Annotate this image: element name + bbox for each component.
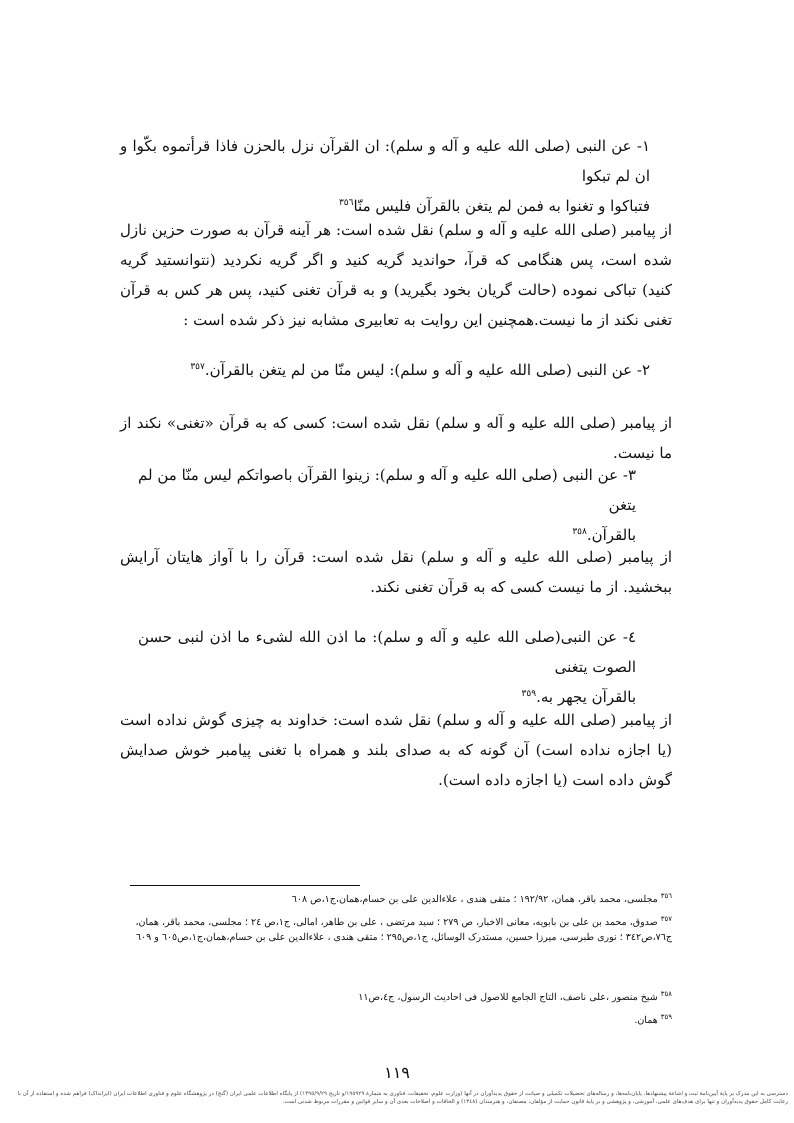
hadith-4 — [138, 622, 636, 712]
footnote-text: صدوق، محمد بن علی بن بابویه، معانی الاخبار، ص ٢٧٩ ؛ سید مرتضی ، علی بن طاهر، امالی، ج١،ص ٢٤ ؛ مجلسی، محمد باقر، همان، ج٧٦،ص٣٤٢ ؛ نوری طبرسی، میرزا حسین، مستدرک الوسائل، ج١،ص٢٩٥ ؛ متقی هندی ، علاءالدین علی بن حسام،همان،ج١،ص٦٠٥ و ٦٠٩ — [135, 917, 672, 944]
footnote-number: ٣٥٦ — [660, 892, 672, 900]
footnote-text: شیخ منصور ،علی ناصف، التاج الجامع للاصول فی احادیث الرسول، ج٤،ص١١ — [358, 992, 658, 1004]
page-number: ١١٩ — [384, 1063, 410, 1082]
hadith-3 — [138, 460, 636, 550]
footnote-356 — [112, 889, 672, 907]
footnote-text: همان. — [634, 1015, 658, 1027]
access-disclaimer: دسترسی به این مدرک بر پایهٔ آیین‌نامهٔ ثبت و اشاعهٔ پیشنهادها، پایان‌نامه‌ها، و رساله‌های تحصیلات تکمیلی و صیانت از حقوق پدیدآوران در آنها (وزارت علوم، تحقیقات، فناوری به شمارهٔ ١٩٥٩٢٩/و تاریخ ١٣٩٥/٩/٢٩) از پایگاه اطلاعات علمی ایران (گنج) در پژوهشگاه علوم و فناوری اطلاعات ایران (ایرانداک) فراهم شده و استفاده از آن با رعایت کامل حقوق پدیدآوران و تنها برای هدف‌های علمی، آموزشی، و پژوهشی و بر پایهٔ قانون حمایت از مؤلفان، مصنفان، و هنرمندان (١٣٤٨) و الحاقات و اصلاحات بعدی آن و سایر قوانین و مقررات مربوط شدنی است. — [17, 1091, 788, 1105]
hadith-1-line-1: ١- عن النبی (صلی الله علیه و آله و سلم): ان القرآن نزل بالحزن فاذا قرأتموه بکّوا و ان لم تبکوا — [120, 137, 650, 185]
hadith-1-line-2: فتباکوا و تغنوا به فمن لم یتغن بالقرآن فلیس منّا$^{٣٥٦}$ — [338, 197, 650, 215]
hadith-1 — [120, 131, 650, 221]
footnote-text: مجلسی، محمد باقر، همان، ١٩٢/٩٢ ؛ متقی هندی ، علاءالدین علی بن حسام،همان،ج١،ص ٦٠٨ — [291, 894, 658, 906]
footnote-number: ٣٥٨ — [660, 990, 672, 998]
hadith-4-line-1: ٤- عن النبی(صلی الله علیه و آله و سلم): ما اذن الله لشیء ما اذن لنبی حسن الصوت یتغنی — [138, 628, 636, 676]
hadith-2: ٢- عن النبی (صلی الله علیه و آله و سلم): لیس منّا من لم یتغن بالقرآن.$^{٣٥٧}$ — [190, 361, 650, 379]
hadith-4-line-2: بالقرآن یجهر به.$^{٣٥٩}$ — [521, 688, 636, 706]
hadith-3-line-1: ٣- عن النبی (صلی الله علیه و آله و سلم): زینوا القرآن باصواتکم لیس منّا من لم یتغن — [138, 466, 636, 514]
hadith-3-line-2: بالقرآن.$^{٣٥٨}$ — [572, 526, 636, 544]
footnote-ref-359[interactable]: ٣٥٩ — [521, 689, 537, 699]
translation-4: از پیامبر (صلی الله علیه و آله و سلم) نقل شده است: خداوند به چیزی گوش نداده است (یا اجازه نداده است) آن گونه که به صدای بلند و همراه با تغنی پیامبر خوش صدایش گوش داده است (یا اجازه داده است). — [120, 711, 672, 789]
footnote-ref-356[interactable]: ٣٥٦ — [338, 198, 354, 208]
translation-3: از پیامبر (صلی الله علیه و آله و سلم) نقل شده است: قرآن را با آواز هایتان آرایش ببخشید. از ما نیست کسی که به قرآن تغنی نکند. — [120, 548, 672, 596]
footnote-358 — [112, 987, 672, 1005]
footnote-357 — [112, 912, 672, 945]
translation-1: از پیامبر (صلی الله علیه و آله و سلم) نقل شده است: هر آینه قرآن به صورت حزین نازل شده است، پس هنگامی که قرآ، حواندید گریه کنید و اگر گریه نکردید (نتوانستید گریه کنید) تباکی نموده (حالت گریان بخود بگیرید) و به قرآن تغنی کنید، پس هر کس به قرآن تغنی نکند از ما نیست.همچنین این روایت به تعابیری مشابه نیز ذکر شده است : — [120, 221, 672, 329]
footnote-ref-358[interactable]: ٣٥٨ — [572, 527, 587, 537]
footnote-number: ٣٥٩ — [660, 1013, 672, 1021]
translation-2: از پیامبر (صلی الله علیه و آله و سلم) نقل شده است: کسی که به قرآن «تغنی» نکند از ما نیست. — [120, 414, 672, 462]
footnote-divider — [130, 885, 360, 886]
footnote-ref-357[interactable]: ٣٥٧ — [190, 362, 205, 372]
footnote-359 — [112, 1010, 672, 1028]
footnote-number: ٣٥٧ — [660, 915, 672, 923]
